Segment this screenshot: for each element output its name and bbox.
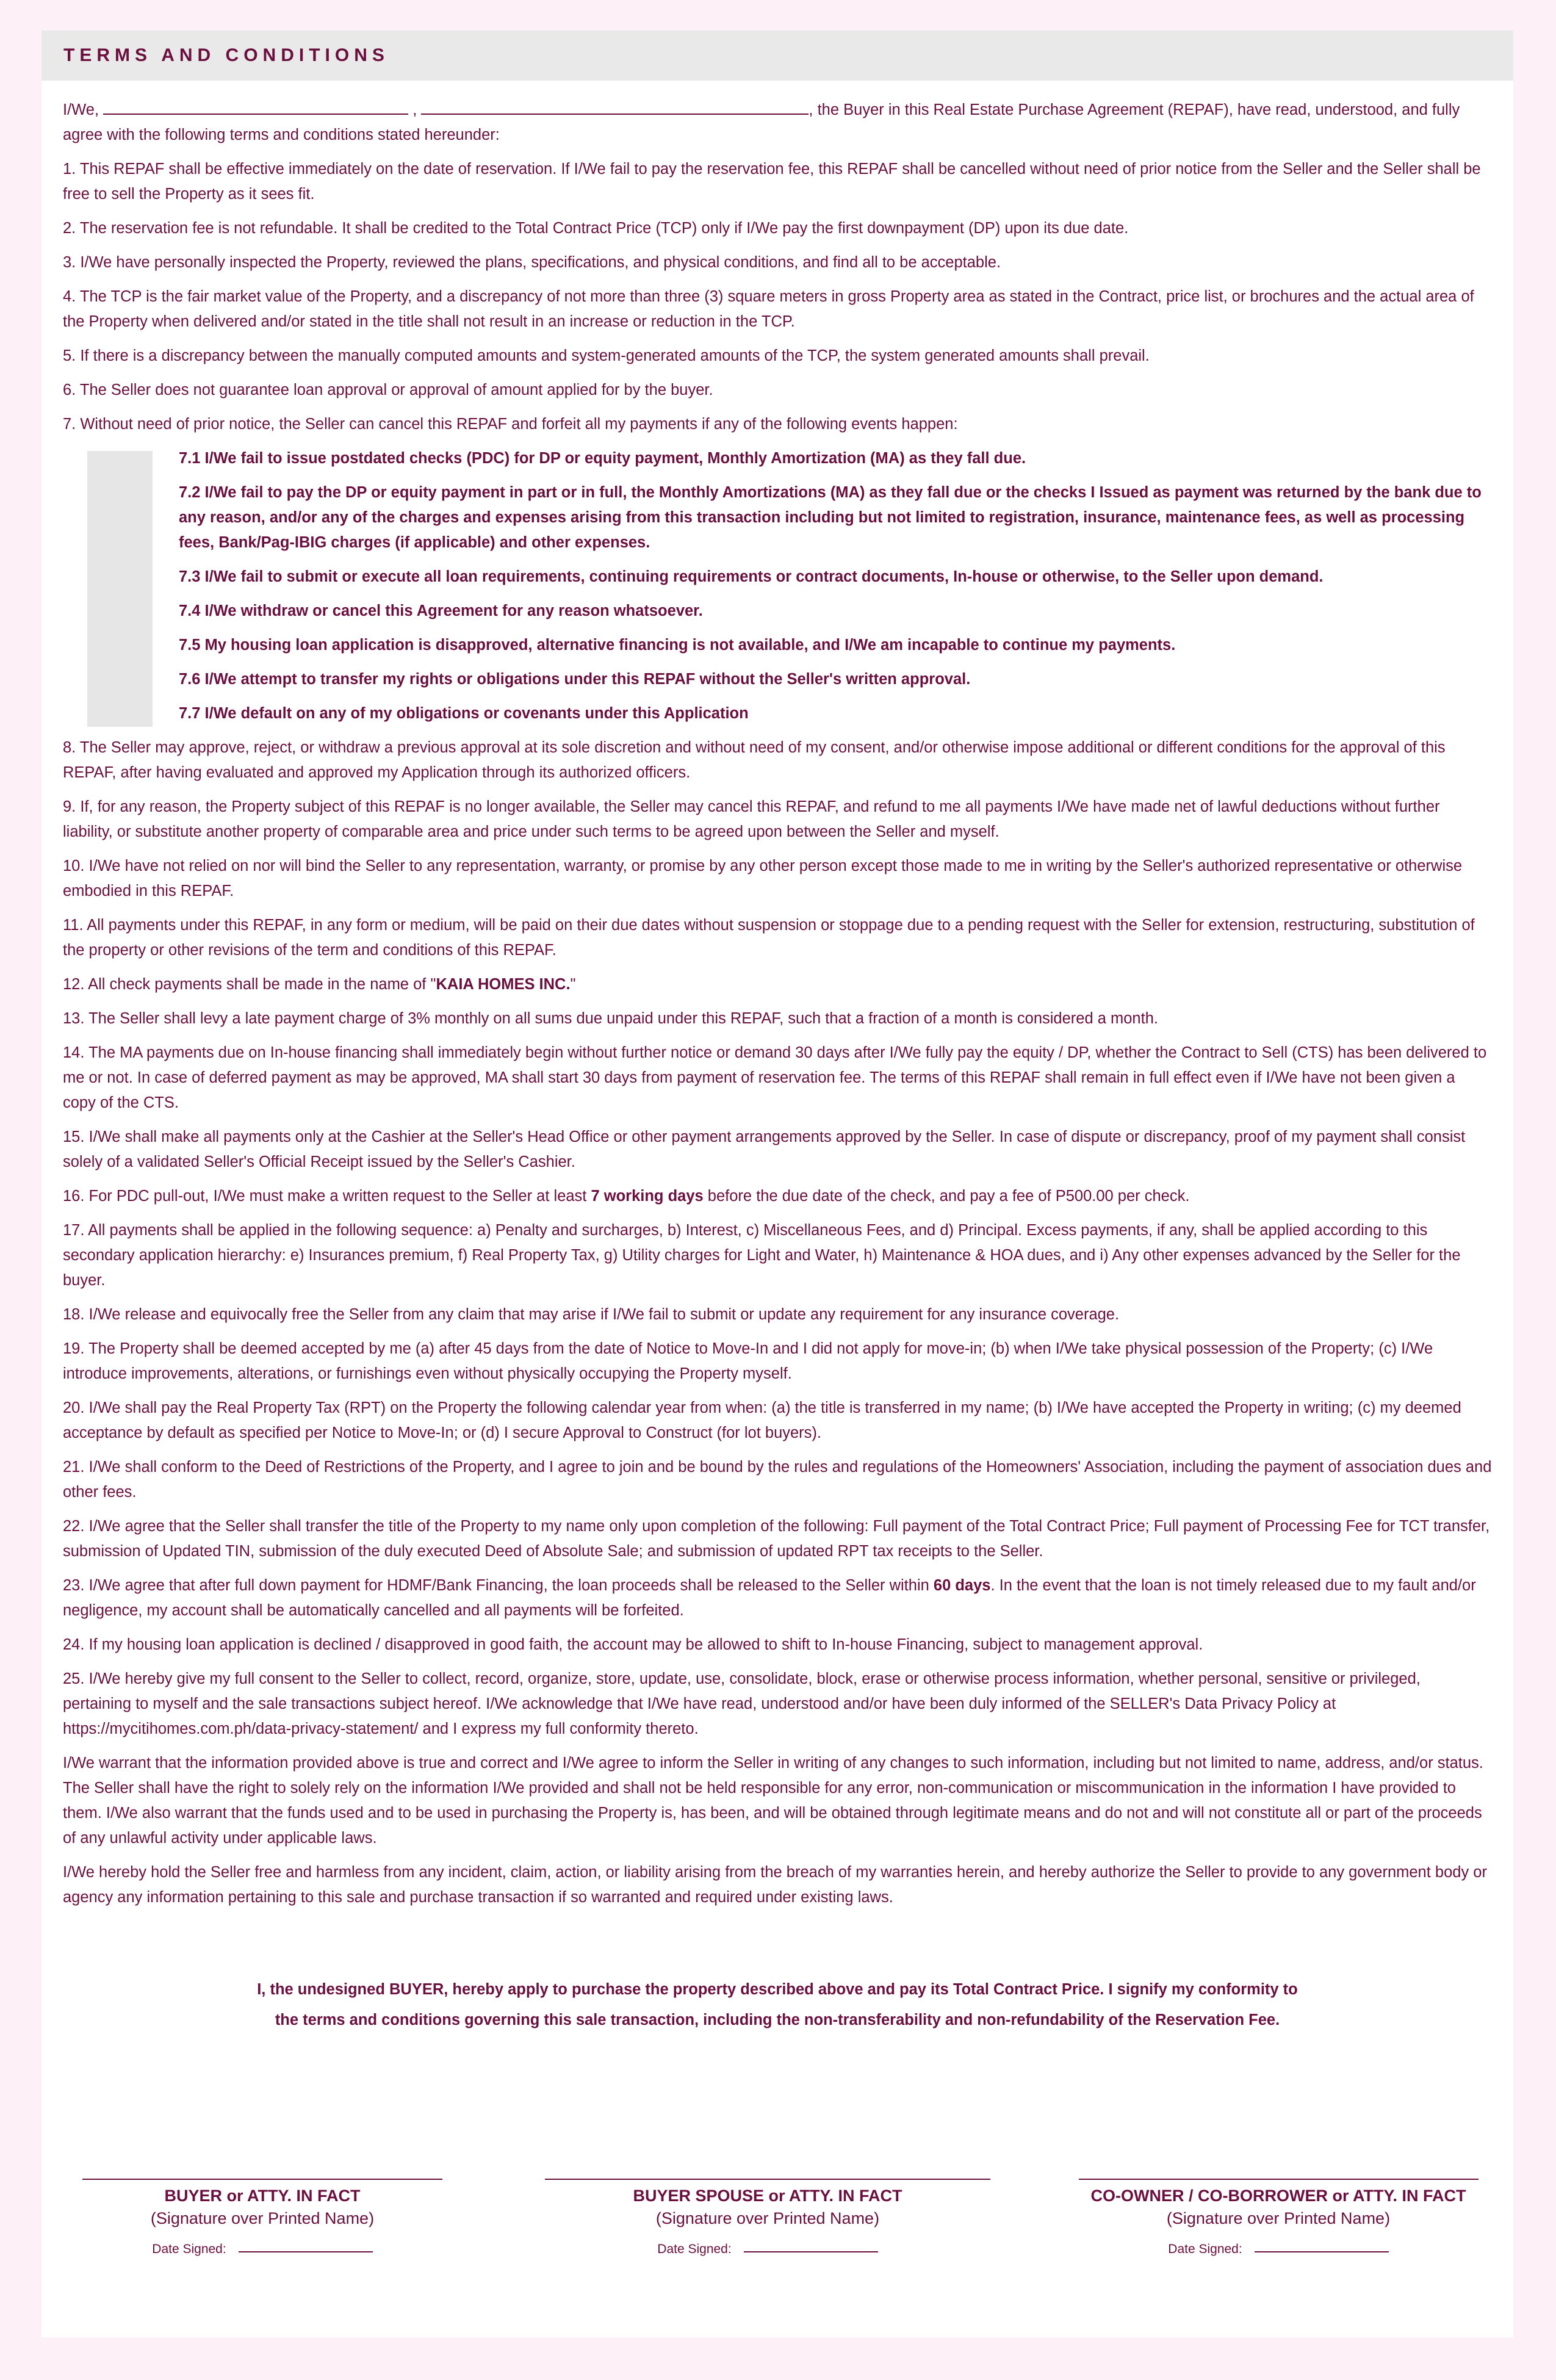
subterm-item: 7.7 I/We default on any of my obligations or covenants under this Application bbox=[179, 705, 749, 722]
date-signed-label: Date Signed: bbox=[657, 2242, 732, 2256]
working-days: 7 working days bbox=[591, 1188, 704, 1205]
term-item: 22. I/We agree that the Seller shall transfer the title of the Property to my name only upon completion of the following: Full payment of the Total Contract Price; Full payment of Processing Fee for TCT transfer, submission of Updated TIN, submission of the duly executed Deed of Absolute Sale; and submission of updated RPT tax receipts to the Seller. bbox=[63, 1518, 1490, 1560]
subterm-item: 7.6 I/We attempt to transfer my rights or obligations under this REPAF without the Seller's written approval. bbox=[179, 671, 971, 688]
term12-text: 12. All check payments shall be made in the name of " bbox=[63, 976, 436, 993]
subterm-item: 7.3 I/We fail to submit or execute all loan requirements, continuing requirements or contract documents, In-house or otherwise, to the Seller upon demand. bbox=[179, 568, 1324, 585]
term-item-12 bbox=[63, 972, 1492, 997]
co-owner-signature bbox=[1077, 2179, 1480, 2257]
term-item: 1. This REPAF shall be effective immediately on the date of reservation. If I/We fail to pay the reservation fee, this REPAF shall be cancelled without need of prior notice from the Seller and the Seller shall be free to sell the Property as it sees fit. bbox=[63, 160, 1481, 203]
intro-suffix: the Buyer in this Real Estate Purchase Agreement (REPAF), have read, understood, and fully agree with the following terms and conditions stated hereunder: bbox=[63, 101, 1460, 143]
term23-text: 23. I/We agree that after full down payment for HDMF/Bank Financing, the loan proceeds shall be released to the Seller within bbox=[63, 1577, 934, 1594]
term-item: 14. The MA payments due on In-house financing shall immediately begin without further notice or demand 30 days after I/We fully pay the equity / DP, whether the Contract to Sell (CTS) has been delivered to me or not. In case of deferred payment as may be approved, MA shall start 30 days from payment of reservation fee. The terms of this REPAF shall remain in full effect even if I/We have not been given a copy of the CTS. bbox=[63, 1044, 1487, 1111]
date-signed-field[interactable] bbox=[1255, 2251, 1389, 2252]
buyer-signature bbox=[79, 2179, 445, 2257]
term-item: 24. If my housing loan application is declined / disapproved in good faith, the account may be allowed to shift to In-house Financing, subject to management approval. bbox=[63, 1636, 1203, 1653]
signatory-role: BUYER SPOUSE or ATTY. IN FACT bbox=[633, 2187, 902, 2205]
subterm-item: 7.1 I/We fail to issue postdated checks (PDC) for DP or equity payment, Monthly Amortization (MA) as they fall due. bbox=[179, 450, 1026, 467]
intro-paragraph: I/We, , , the Buyer in this Real Estate Purchase Agreement (REPAF), have read, understood, and fully agree with the following terms and conditions stated hereunder: bbox=[63, 101, 1460, 143]
buyer-name-field-1[interactable] bbox=[103, 100, 408, 115]
signatory-caption: (Signature over Printed Name) bbox=[1166, 2209, 1391, 2227]
term-item: 19. The Property shall be deemed accepted by me (a) after 45 days from the date of Notice to Move-In and I did not apply for move-in; (b) when I/We take physical possession of the Property; (c) I/We introduce improvements, alterations, or furnishings even without physically occupying the Property myself. bbox=[63, 1340, 1433, 1382]
intro-prefix: I/We, bbox=[63, 101, 99, 118]
conformity-statement bbox=[63, 1974, 1492, 2035]
date-signed-label: Date Signed: bbox=[152, 2242, 226, 2256]
term-item: 18. I/We release and equivocally free the Seller from any claim that may arise if I/We fail to submit or update any requirement for any insurance coverage. bbox=[63, 1306, 1120, 1323]
buyer-spouse-signature bbox=[542, 2179, 993, 2257]
term16-text: 16. For PDC pull-out, I/We must make a written request to the Seller at least bbox=[63, 1188, 591, 1205]
payee-name: KAIA HOMES INC. bbox=[436, 976, 571, 993]
date-signed-field[interactable] bbox=[744, 2251, 878, 2252]
co-owner-signature-line[interactable] bbox=[1079, 2179, 1479, 2180]
date-signed-field[interactable] bbox=[239, 2251, 373, 2252]
term-item: 11. All payments under this REPAF, in any form or medium, will be paid on their due dates without suspension or stoppage due to a pending request with the Seller for extension, restructuring, substitution of the property or other revisions of the term and conditions of this REPAF. bbox=[63, 917, 1475, 959]
signatory-role: CO-OWNER / CO-BORROWER or ATTY. IN FACT bbox=[1090, 2187, 1466, 2205]
date-signed bbox=[1077, 2242, 1480, 2257]
term-item: 25. I/We hereby give my full consent to the Seller to collect, record, organize, store, update, use, consolidate, block, erase or otherwise process information, whether personal, sensitive or privileged, pertaining to myself and the sale transactions subject hereof. I/We acknowledge that I/We have read, understood and/or have been duly informed of the SELLER's Data Privacy Policy at https://mycitihomes.com.ph/data-privacy-statement/ and I express my full conformity thereto. bbox=[63, 1670, 1421, 1737]
term-item: 7. Without need of prior notice, the Seller can cancel this REPAF and forfeit all my payments if any of the following events happen: bbox=[63, 416, 958, 433]
term-item: 5. If there is a discrepancy between the manually computed amounts and system-generated amounts of the TCP, the system generated amounts shall prevail. bbox=[63, 347, 1150, 364]
term-item: 17. All payments shall be applied in the following sequence: a) Penalty and surcharges, b) Interest, c) Miscellaneous Fees, and d) Principal. Excess payments, if any, shall be applied according to this secondary application hierarchy: e) Insurances premium, f) Real Property Tax, g) Utility charges for Light and Water, h) Maintenance & HOA dues, and i) Any other expenses advanced by the Seller for the buyer. bbox=[63, 1222, 1461, 1289]
terms-page bbox=[41, 31, 1513, 2337]
subterm-item: 7.2 I/We fail to pay the DP or equity payment in part or in full, the Monthly Amortizations (MA) as they fall due or the checks I Issued as payment was returned by the bank due to any reason, and/or any of the charges and expenses arising from this transaction including but not limited to registration, insurance, maintenance fees, as well as processing fees, Bank/Pag-IBIG charges (if applicable) and other expenses. bbox=[179, 484, 1482, 551]
section-header bbox=[41, 31, 1513, 81]
cancellation-events bbox=[63, 446, 1492, 726]
term23-rest: . In the event that the loan is not timely released due to my fault and/or negligence, my account shall be automatically cancelled and all payments will be forfeited. bbox=[63, 1577, 1476, 1619]
signatory-caption: (Signature over Printed Name) bbox=[150, 2209, 375, 2227]
term-item: 9. If, for any reason, the Property subject of this REPAF is no longer available, the Seller may cancel this REPAF, and refund to me all payments I/We have made net of lawful deductions without further liability, or substitute another property of comparable area and price under such terms to be agreed upon between the Seller and myself. bbox=[63, 798, 1440, 840]
conformity-line-1: I, the undesigned BUYER, hereby apply to purchase the property described above and pay its Total Contract Price. I signify my conformity to bbox=[257, 1981, 1298, 1998]
subterm-item: 7.5 My housing loan application is disapproved, alternative financing is not available, and I/We am incapable to continue my payments. bbox=[179, 636, 1176, 654]
subterm-item: 7.4 I/We withdraw or cancel this Agreement for any reason whatsoever. bbox=[179, 602, 703, 619]
terms-body bbox=[41, 81, 1513, 2035]
spouse-signature-line[interactable] bbox=[545, 2179, 990, 2180]
term16-rest: before the due date of the check, and pay a fee of P500.00 per check. bbox=[703, 1188, 1190, 1205]
date-signed bbox=[79, 2242, 445, 2257]
hold-harmless-paragraph: I/We hereby hold the Seller free and harmless from any incident, claim, action, or liability arising from the breach of my warranties herein, and hereby authorize the Seller to provide to any government body or agency any information pertaining to this sale and purchase transaction if so warranted and required under existing laws. bbox=[63, 1864, 1487, 1906]
conformity-line-2: the terms and conditions governing this sale transaction, including the non-transferability and non-refundability of the Reservation Fee. bbox=[275, 2011, 1280, 2028]
term-item: 4. The TCP is the fair market value of the Property, and a discrepancy of not more than three (3) square meters in gross Property area as stated in the Contract, price list, or brochures and the actual area of the Property when delivered and/or stated in the title shall not result in an increase or reduction in the TCP. bbox=[63, 288, 1474, 330]
signatory-caption: (Signature over Printed Name) bbox=[655, 2209, 880, 2227]
indent-bar bbox=[87, 451, 153, 727]
term-item: 3. I/We have personally inspected the Property, reviewed the plans, specifications, and physical conditions, and find all to be acceptable. bbox=[63, 254, 1001, 271]
buyer-name-field-2[interactable] bbox=[421, 100, 809, 115]
signature-block bbox=[41, 2179, 1513, 2313]
release-days: 60 days bbox=[933, 1577, 991, 1594]
term-item-23 bbox=[63, 1573, 1492, 1623]
warranty-paragraph: I/We warrant that the information provided above is true and correct and I/We agree to inform the Seller in writing of any changes to such information, including but not limited to name, address, and/or status. The Seller shall have the right to solely rely on the information I/We provided and shall not be held responsible for any error, non-communication or miscommunication in the information I have provided to them. I/We also warrant that the funds used and to be used in purchasing the Property is, has been, and will be obtained through legitimate means and do not and will not constitute all or part of the proceeds of any unlawful activity under applicable laws. bbox=[63, 1754, 1483, 1847]
term-item: 10. I/We have not relied on nor will bind the Seller to any representation, warranty, or promise by any other person except those made to me in writing by the Seller's authorized representative or otherwise embodied in this REPAF. bbox=[63, 857, 1463, 900]
term-item: 13. The Seller shall levy a late payment charge of 3% monthly on all sums due unpaid under this REPAF, such that a fraction of a month is considered a month. bbox=[63, 1010, 1158, 1027]
term-item-16 bbox=[63, 1184, 1492, 1209]
page-title: TERMS AND CONDITIONS bbox=[63, 45, 389, 65]
intro-comma: , bbox=[412, 101, 417, 118]
term-item: 6. The Seller does not guarantee loan approval or approval of amount applied for by the buyer. bbox=[63, 381, 713, 398]
date-signed bbox=[542, 2242, 993, 2257]
term-item: 21. I/We shall conform to the Deed of Restrictions of the Property, and I agree to join and be bound by the rules and regulations of the Homeowners' Association, including the payment of association dues and other fees. bbox=[63, 1459, 1492, 1501]
term-item: 8. The Seller may approve, reject, or withdraw a previous approval at its sole discretion and without need of my consent, and/or otherwise impose additional or different conditions for the approval of this REPAF, after having evaluated and approved my Application through its authorized officers. bbox=[63, 739, 1446, 781]
term-item: 15. I/We shall make all payments only at the Cashier at the Seller's Head Office or other payment arrangements approved by the Seller. In case of dispute or discrepancy, proof of my payment shall consist solely of a validated Seller's Official Receipt issued by the Seller's Cashier. bbox=[63, 1128, 1466, 1170]
signatory-role: BUYER or ATTY. IN FACT bbox=[164, 2187, 361, 2205]
term-item: 20. I/We shall pay the Real Property Tax (RPT) on the Property the following calendar year from when: (a) the title is transferred in my name; (b) I/We have accepted the Property in writing; (c) my deemed acceptance by default as specified per Notice to Move-In; or (d) I secure Approval to Construct (for lot buyers). bbox=[63, 1399, 1461, 1441]
buyer-signature-line[interactable] bbox=[82, 2179, 442, 2180]
term-item: 2. The reservation fee is not refundable. It shall be credited to the Total Contract Price (TCP) only if I/We pay the first downpayment (DP) upon its due date. bbox=[63, 220, 1129, 237]
date-signed-label: Date Signed: bbox=[1168, 2242, 1242, 2256]
term12-close: " bbox=[570, 976, 576, 993]
